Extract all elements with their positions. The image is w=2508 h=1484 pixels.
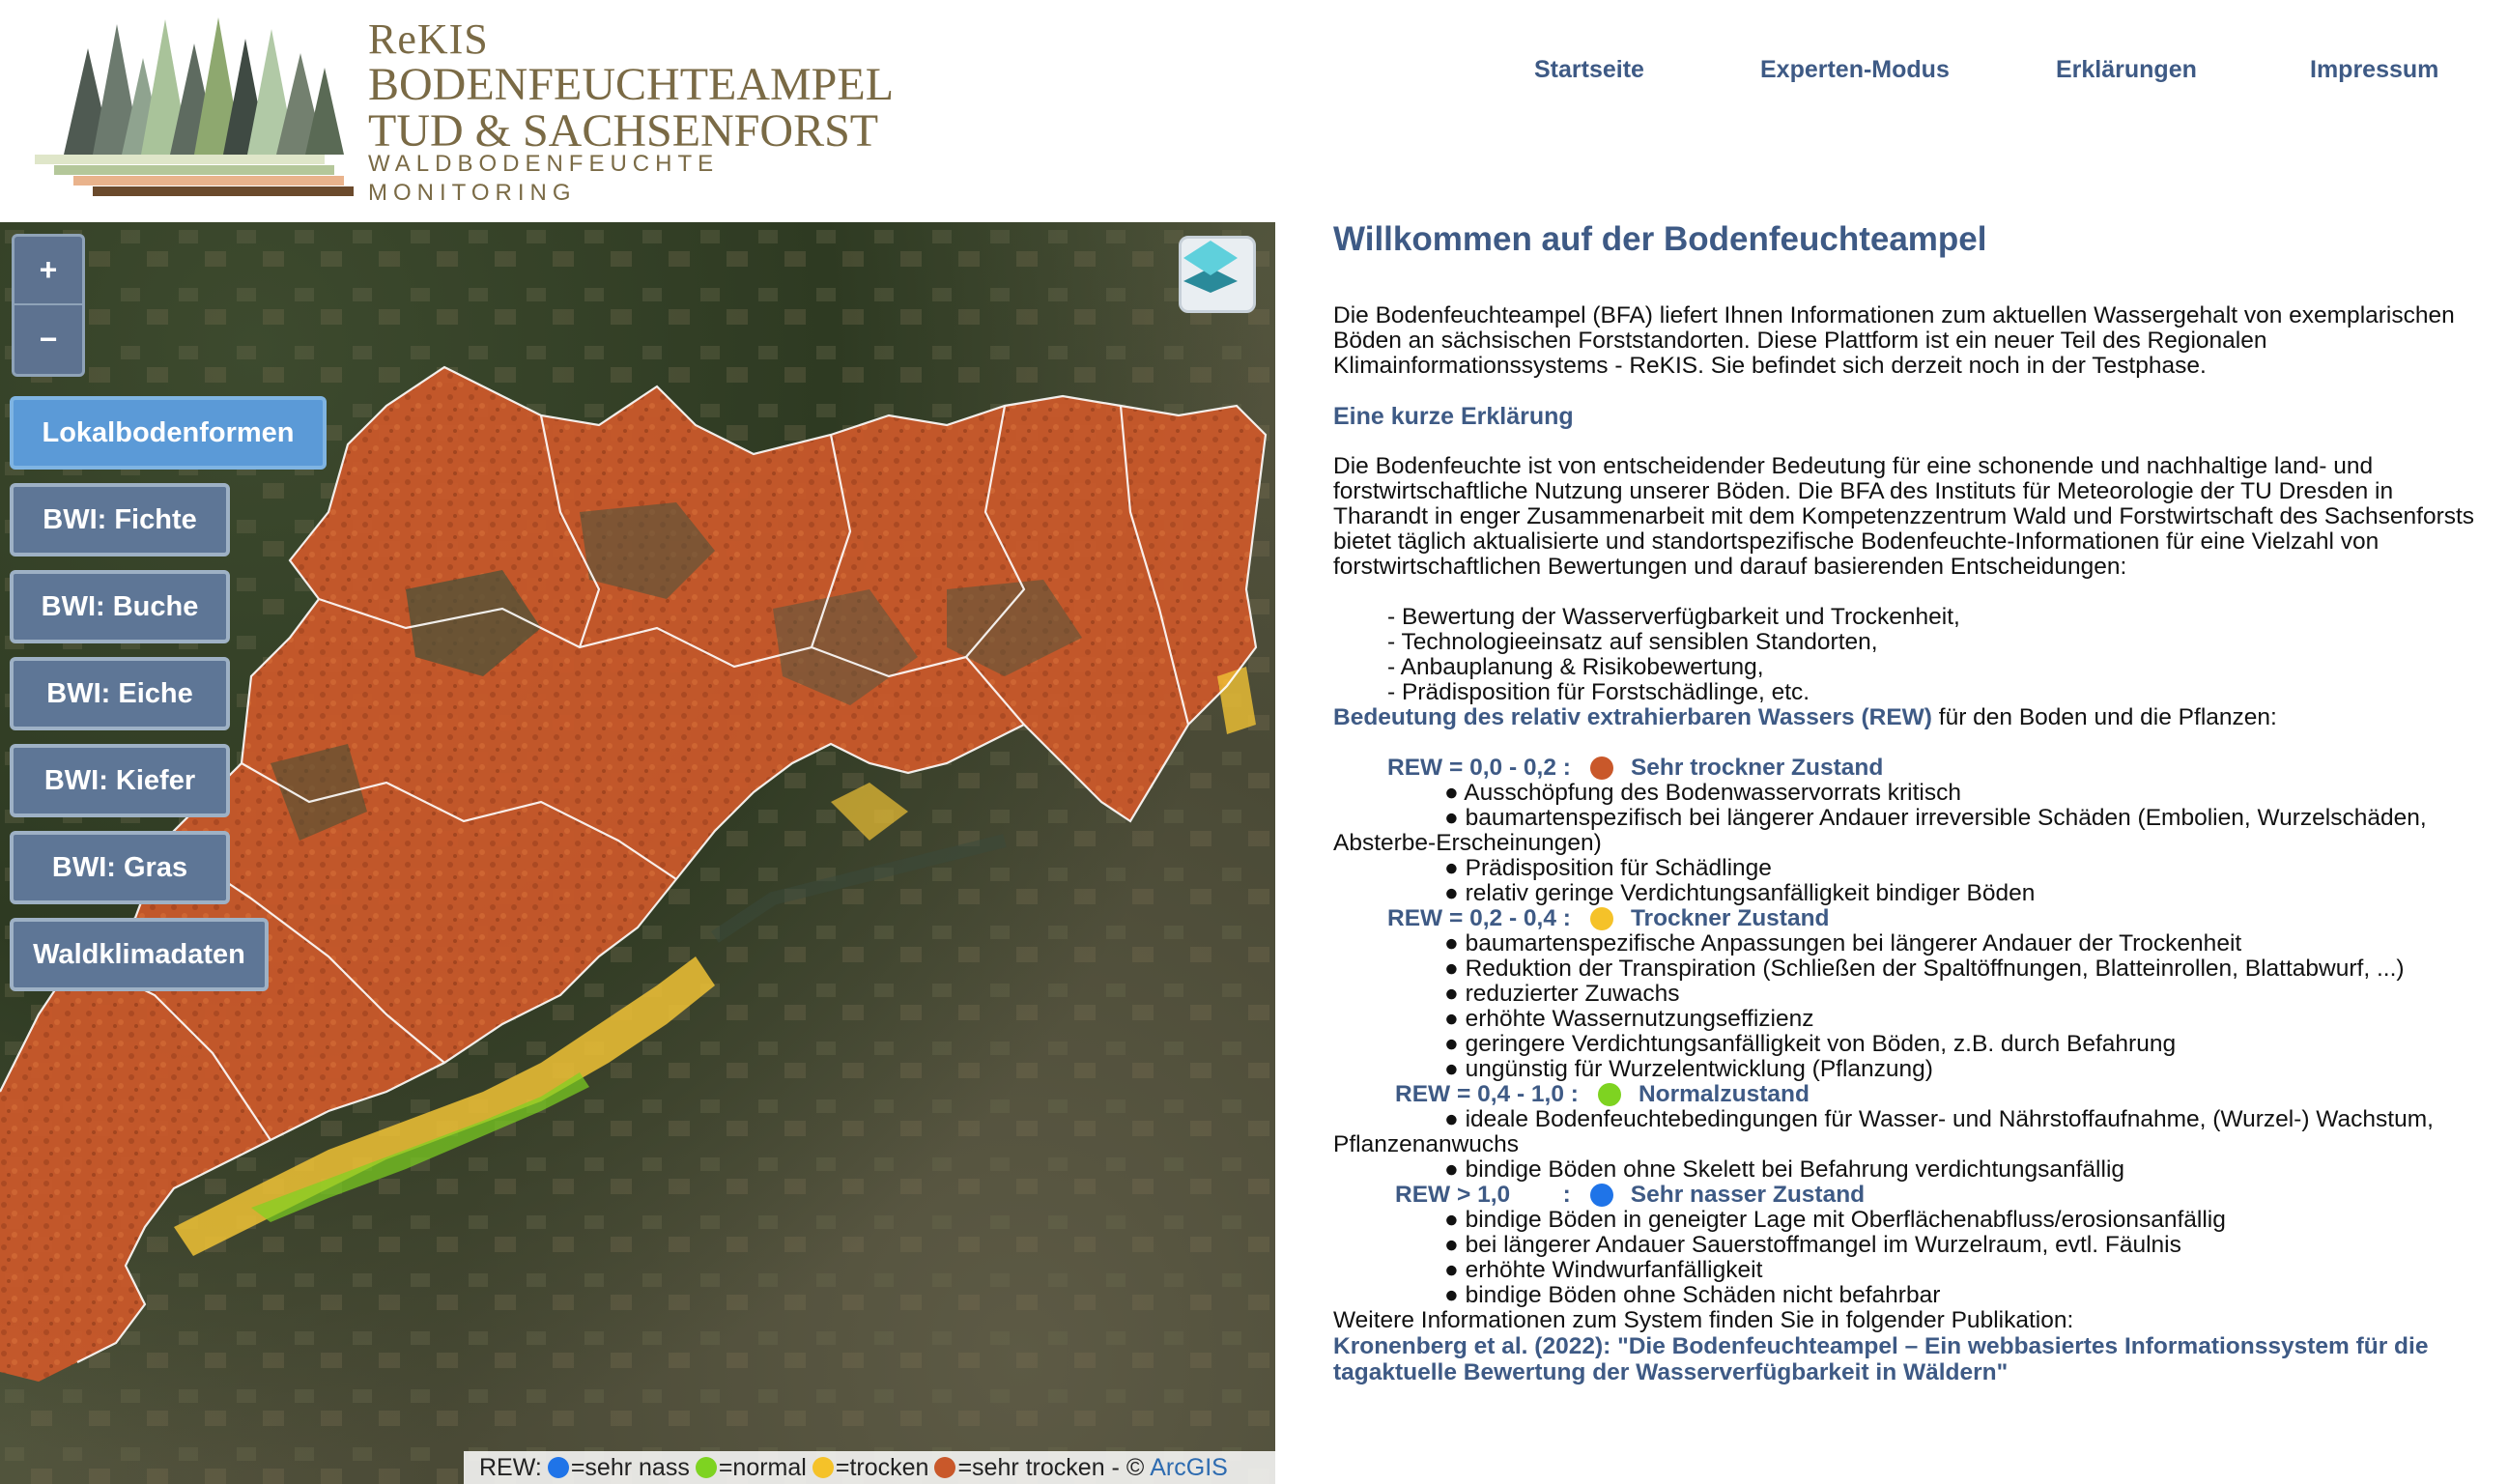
zoom-control	[12, 234, 85, 377]
attribution-prefix: REW:	[479, 1453, 542, 1481]
arcgis-link[interactable]: ArcGIS	[1150, 1453, 1228, 1481]
rew-dot-normal	[1598, 1083, 1621, 1106]
legend-dot-sehr-trocken	[934, 1457, 955, 1478]
logo-line1: ReKIS	[368, 15, 489, 63]
legend-label-sehr-trocken: =sehr trocken - ©	[957, 1453, 1145, 1481]
zoom-out-button[interactable]: −	[39, 322, 58, 357]
legend-dot-normal	[696, 1457, 717, 1478]
nav-impressum[interactable]: Impressum	[2310, 56, 2439, 83]
legend-dot-trocken	[812, 1457, 834, 1478]
logo-subtitle	[368, 150, 719, 208]
button-bwi-kiefer[interactable]: BWI: Kiefer	[10, 744, 230, 817]
publication-note: Weitere Informationen zum System finden Sie in folgender Publikation:	[1333, 1307, 2074, 1333]
rew-dot-sehr-trocken	[1590, 756, 1613, 780]
rew-title-normal	[1333, 1082, 2493, 1107]
list-item: - Bewertung der Wasserverfügbarkeit und Trockenheit,	[1387, 604, 1960, 630]
legend-label-trocken: =trocken	[835, 1453, 929, 1481]
rew-bullet: ● geringere Verdichtungsanfälligkeit von Böden, z.B. durch Befahrung	[1444, 1031, 2177, 1057]
map-attribution	[464, 1451, 1275, 1484]
rew-title-sehr-trocken	[1333, 756, 2493, 781]
rew-bullet: ● ungünstig für Wurzelentwicklung (Pflanzung)	[1444, 1056, 1933, 1082]
rew-range: REW = 0,2 - 0,4 :	[1387, 905, 1571, 931]
rew-bullet: ● erhöhte Windwurfanfälligkeit	[1444, 1257, 1763, 1283]
header	[0, 0, 2508, 222]
usage-list	[1333, 605, 2493, 705]
zoom-in-button[interactable]: +	[14, 237, 82, 305]
button-bwi-eiche[interactable]: BWI: Eiche	[10, 657, 230, 730]
rew-title-sehr-nass	[1333, 1183, 2493, 1208]
rew-bullet: ● bindige Böden ohne Skelett bei Befahrung verdichtungsanfällig	[1444, 1156, 2125, 1183]
logo-line3: TUD & SACHSENFORST	[368, 105, 879, 157]
list-item: - Technologieeinsatz auf sensiblen Standorten,	[1387, 629, 1878, 655]
rew-bullet: ● baumartenspezifische Anpassungen bei längerer Andauer der Trockenheit	[1444, 930, 2242, 956]
rew-heading-rest: für den Boden und die Pflanzen:	[1931, 704, 2277, 730]
rekis-logo[interactable]	[35, 10, 895, 206]
page-title: Willkommen auf der Bodenfeuchteampel	[1333, 220, 1987, 258]
intro-text: Die Bodenfeuchteampel (BFA) liefert Ihnen Informationen zum aktuellen Wassergehalt von exemplarischen Böden an sächsischen Forststandorten. Diese Plattform ist ein neuer Teil des Regionalen Klimainformationssystems - ReKIS. Sie befindet sich derzeit noch in der Testphase.	[1333, 302, 2455, 379]
button-bwi-gras[interactable]: BWI: Gras	[10, 831, 230, 904]
publication-link[interactable]: Kronenberg et al. (2022): "Die Bodenfeuchteampel – Ein webbasiertes Informationssystem für die tagaktuelle Bewertung der Wasserverfügbarkeit in Wäldern"	[1333, 1333, 2429, 1385]
explanation-text: Die Bodenfeuchte ist von entscheidender Bedeutung für eine schonende und nachhaltige land- und forstwirtschaftliche Nutzung unserer Böden. Die BFA des Instituts für Meteorologie der TU Dresden in Tharandt in enger Zusammenarbeit mit dem Kompetenzzentrum Wald und Forstwirtschaft des Sachsenforsts bietet täglich aktualisierte und standortspezifische Bodenfeuchte-Informationen für eine Vielzahl von forstwirtschaftlichen Bewertungen und darauf basierenden Entscheidungen:	[1333, 453, 2475, 580]
rew-dot-trocken	[1590, 907, 1613, 930]
button-lokalbodenformen[interactable]: Lokalbodenformen	[10, 396, 327, 470]
short-explanation-heading: Eine kurze Erklärung	[1333, 403, 1574, 430]
rew-bullet: ● reduzierter Zuwachs	[1444, 981, 1680, 1007]
nav-experten-modus[interactable]: Experten-Modus	[1760, 56, 1950, 83]
legend-label-normal: =normal	[718, 1453, 807, 1481]
button-waldklimadaten[interactable]: Waldklimadaten	[10, 918, 269, 991]
rew-bullet: ● Ausschöpfung des Bodenwasservorrats kritisch	[1444, 780, 1962, 806]
rew-range: REW = 0,4 - 1,0 :	[1395, 1081, 1579, 1107]
rew-list	[1333, 756, 2493, 1308]
button-bwi-fichte[interactable]: BWI: Fichte	[10, 483, 230, 556]
layers-button[interactable]	[1179, 236, 1256, 313]
list-item: - Anbauplanung & Risikobewertung,	[1387, 654, 1764, 680]
legend-dot-sehr-nass	[548, 1457, 569, 1478]
rew-bullet: ● relativ geringe Verdichtungsanfälligkeit bindiger Böden	[1444, 880, 2036, 906]
rew-label: Trockner Zustand	[1630, 905, 1830, 931]
list-item: - Prädisposition für Forstschädlinge, etc.	[1387, 679, 1810, 705]
logo-title	[368, 17, 894, 155]
forest-logo-icon	[35, 10, 363, 203]
rew-dot-sehr-nass	[1590, 1184, 1613, 1207]
button-bwi-buche[interactable]: BWI: Buche	[10, 570, 230, 643]
main-content	[1333, 220, 2493, 1385]
logo-sub1: WALDBODENFEUCHTE	[368, 151, 720, 177]
rew-bullet: ● baumartenspezifisch bei längerer Andauer irreversible Schäden (Embolien, Wurzelschäden, Absterbe-Erscheinungen)	[1333, 805, 2427, 856]
rew-bullet: ● Reduktion der Transpiration (Schließen der Spaltöffnungen, Blatteinrollen, Blattabwurf, ...)	[1444, 956, 2405, 982]
legend-label-sehr-nass: =sehr nass	[570, 1453, 690, 1481]
nav-startseite[interactable]: Startseite	[1534, 56, 1644, 83]
rew-title-trocken	[1333, 906, 2493, 931]
rew-range: REW > 1,0 :	[1395, 1182, 1571, 1208]
logo-sub2: MONITORING	[368, 180, 577, 206]
rew-heading	[1333, 705, 2493, 730]
rew-label: Sehr trockner Zustand	[1630, 755, 1884, 781]
nav-erklaerungen[interactable]: Erklärungen	[2056, 56, 2197, 83]
map-view[interactable]	[0, 222, 1275, 1484]
rew-bullet: ● bindige Böden in geneigter Lage mit Oberflächenabfluss/erosionsanfällig	[1444, 1207, 2226, 1233]
rew-heading-bold: Bedeutung des relativ extrahierbaren Wassers (REW)	[1333, 704, 1932, 730]
rew-label: Sehr nasser Zustand	[1630, 1182, 1866, 1208]
rew-range: REW = 0,0 - 0,2 :	[1387, 755, 1571, 781]
rew-label: Normalzustand	[1638, 1081, 1810, 1107]
rew-bullet: ● erhöhte Wassernutzungseffizienz	[1444, 1006, 1814, 1032]
rew-bullet: ● bei längerer Andauer Sauerstoffmangel im Wurzelraum, evtl. Fäulnis	[1444, 1232, 2181, 1258]
rew-bullet: ● bindige Böden ohne Schäden nicht befahrbar	[1444, 1282, 1941, 1308]
layers-icon	[1182, 239, 1240, 293]
rew-bullet: ● ideale Bodenfeuchtebedingungen für Wasser- und Nährstoffaufnahme, (Wurzel-) Wachstum, Pflanzenanwuchs	[1333, 1106, 2434, 1157]
logo-line2: BODENFEUCHTEAMPEL	[368, 59, 895, 110]
rew-bullet: ● Prädisposition für Schädlinge	[1444, 855, 1772, 881]
